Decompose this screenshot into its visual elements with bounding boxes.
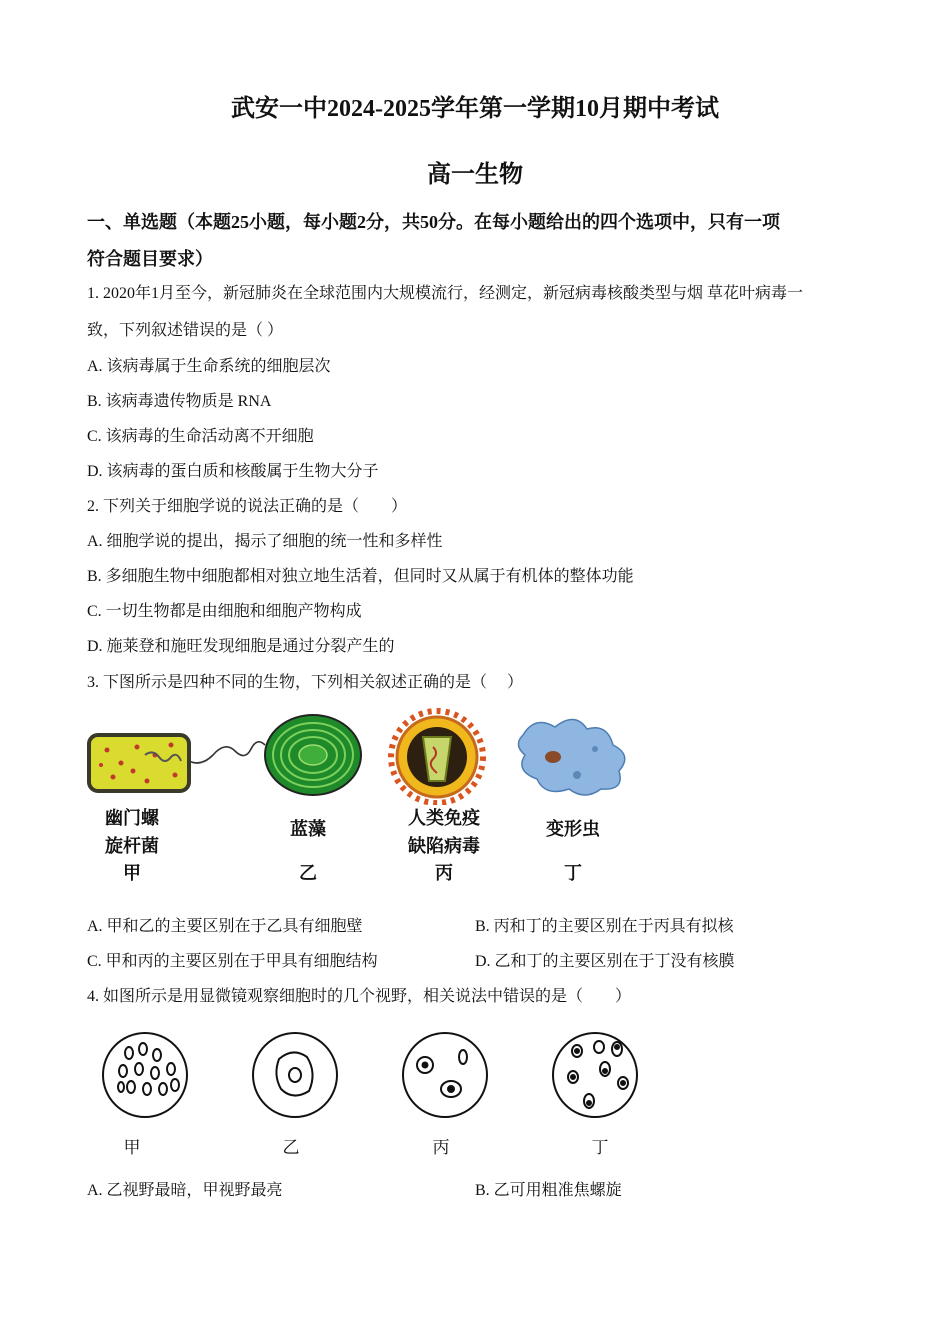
q3-label-ding-name: 变形虫 (546, 819, 600, 840)
subject-title: 高一生物 (427, 162, 523, 188)
q3-label-bing-name (396, 805, 492, 861)
section-heading-line1: 一、单选题（本题25小题，每小题2分，共50分。在每小题给出的四个选项中，只有一项 (87, 212, 780, 232)
q3-label-ding-tag: 丁 (564, 863, 582, 884)
field-bing-drawing (403, 1033, 487, 1117)
q4-label-bing: 丙 (432, 1138, 450, 1158)
q3-option-b: B. 丙和丁的主要区别在于丙具有拟核 (475, 918, 734, 935)
helicobacter-drawing (89, 735, 265, 791)
q1-option-c: C. 该病毒的生命活动离不开细胞 (87, 428, 314, 445)
q1-stem-line2: 致，下列叙述错误的是（ ） (87, 322, 284, 339)
q3-option-a: A. 甲和乙的主要区别在于乙具有细胞壁 (87, 918, 363, 935)
q4-option-a: A. 乙视野最暗，甲视野最亮 (87, 1182, 283, 1199)
q3-label-bing-line1: 人类免疫 (408, 808, 480, 829)
hiv-drawing (391, 711, 483, 803)
section-heading (87, 204, 867, 278)
exam-title: 武安一中2024-2025学年第一学期10月期中考试 (231, 96, 719, 122)
q1-stem-line1: 1. 2020年1月至今，新冠肺炎在全球范围内大规模流行，经测定，新冠病毒核酸类型与烟 草花叶病毒一 (87, 285, 804, 302)
q2-option-c: C. 一切生物都是由细胞和细胞产物构成 (87, 603, 362, 620)
q3-label-bing-line2: 缺陷病毒 (408, 836, 480, 857)
field-yi-drawing (253, 1033, 337, 1117)
q3-option-d: D. 乙和丁的主要区别在于丁没有核膜 (475, 953, 735, 970)
q2-stem: 2. 下列关于细胞学说的说法正确的是（ ） (87, 498, 408, 515)
q4-microscope-fields-figure (95, 1025, 650, 1125)
q3-label-jia-line1: 幽门螺 (105, 808, 159, 829)
amoeba-drawing (518, 719, 624, 795)
q1-option-a: A. 该病毒属于生命系统的细胞层次 (87, 358, 331, 375)
field-ding-drawing (553, 1033, 637, 1117)
q4-label-ding: 丁 (591, 1138, 609, 1158)
q3-organisms-figure (85, 705, 645, 805)
q1-option-b: B. 该病毒遗传物质是 RNA (87, 393, 272, 410)
cyanobacteria-drawing (265, 715, 361, 795)
q4-label-jia: 甲 (123, 1138, 141, 1158)
q3-label-jia-tag: 甲 (123, 863, 141, 884)
q3-label-jia-line2: 旋杆菌 (105, 836, 159, 857)
q3-label-yi-tag: 乙 (299, 863, 317, 884)
q4-option-b: B. 乙可用粗准焦螺旋 (475, 1182, 622, 1199)
q2-option-b: B. 多细胞生物中细胞都相对独立地生活着，但同时又从属于有机体的整体功能 (87, 568, 634, 585)
q2-option-a: A. 细胞学说的提出，揭示了细胞的统一性和多样性 (87, 533, 443, 550)
q3-label-jia-name (96, 805, 168, 861)
q4-stem: 4. 如图所示是用显微镜观察细胞时的几个视野，相关说法中错误的是（ ） (87, 988, 632, 1005)
q3-label-yi-name: 蓝藻 (290, 819, 326, 840)
q3-label-bing-tag: 丙 (435, 863, 453, 884)
q3-stem: 3. 下图所示是四种不同的生物，下列相关叙述正确的是（ ） (87, 674, 524, 691)
q2-option-d: D. 施莱登和施旺发现细胞是通过分裂产生的 (87, 638, 395, 655)
section-heading-line2: 符合题目要求） (87, 249, 213, 269)
q3-option-c: C. 甲和丙的主要区别在于甲具有细胞结构 (87, 953, 378, 970)
q1-option-d: D. 该病毒的蛋白质和核酸属于生物大分子 (87, 463, 379, 480)
field-jia-drawing (103, 1033, 187, 1117)
q4-label-yi: 乙 (282, 1138, 300, 1158)
